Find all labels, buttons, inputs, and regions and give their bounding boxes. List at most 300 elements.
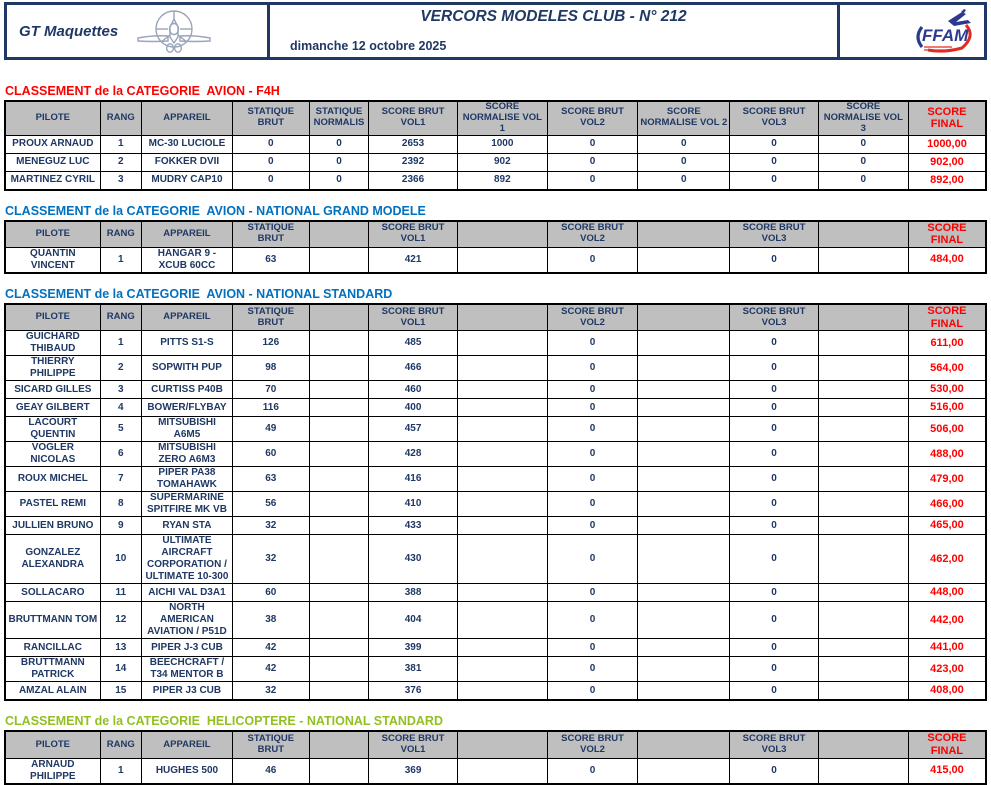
page-title: VERCORS MODELES CLUB - N° 212: [420, 8, 687, 25]
table-cell: [309, 381, 369, 399]
score-final-cell: 466,00: [908, 492, 986, 517]
table-cell: 9: [100, 517, 141, 535]
table-cell: [457, 657, 547, 682]
table-cell: [457, 535, 547, 584]
table-cell: 892: [457, 171, 547, 190]
table-cell: 2366: [369, 171, 457, 190]
column-header: [457, 731, 547, 758]
table-cell: 0: [547, 758, 637, 784]
table-row: [5, 417, 986, 442]
column-header: SCORE FINAL: [908, 101, 986, 135]
table-cell: [309, 657, 369, 682]
club-logo-text: GT Maquettes: [19, 22, 119, 40]
column-header: SCORE BRUT VOL1: [369, 221, 457, 248]
table-cell: VOGLER NICOLAS: [5, 442, 100, 467]
table-cell: 466: [369, 356, 457, 381]
score-final-cell: 479,00: [908, 467, 986, 492]
table-cell: 0: [547, 171, 637, 190]
results-table: [4, 100, 987, 191]
table-cell: 1: [100, 248, 141, 274]
column-header: APPAREIL: [141, 221, 232, 248]
table-cell: [818, 657, 908, 682]
table-row: [5, 492, 986, 517]
table-cell: [457, 417, 547, 442]
table-cell: 0: [233, 153, 310, 171]
table-cell: 410: [369, 492, 457, 517]
table-cell: [818, 381, 908, 399]
column-header: [457, 304, 547, 331]
table-header-row: [5, 221, 986, 248]
table-cell: 0: [309, 171, 369, 190]
table-cell: [309, 248, 369, 274]
event-date: dimanche 12 octobre 2025: [290, 39, 447, 53]
score-final-cell: 462,00: [908, 535, 986, 584]
classement-section: [4, 287, 987, 701]
table-cell: [457, 331, 547, 356]
table-cell: PITTS S1-S: [141, 331, 232, 356]
table-cell: [818, 467, 908, 492]
table-cell: [638, 758, 730, 784]
score-final-cell: 516,00: [908, 399, 986, 417]
score-final-cell: 441,00: [908, 639, 986, 657]
column-header: [638, 304, 730, 331]
table-cell: 0: [730, 492, 818, 517]
table-cell: [309, 758, 369, 784]
table-cell: 1: [100, 331, 141, 356]
table-cell: LACOURT QUENTIN: [5, 417, 100, 442]
title-cell: [267, 5, 840, 57]
table-cell: 2: [100, 153, 141, 171]
table-cell: 0: [309, 153, 369, 171]
column-header: SCORE BRUT VOL3: [730, 304, 818, 331]
table-cell: MARTINEZ CYRIL: [5, 171, 100, 190]
table-cell: [638, 442, 730, 467]
column-header: [818, 221, 908, 248]
table-cell: 0: [547, 381, 637, 399]
table-cell: PIPER J-3 CUB: [141, 639, 232, 657]
table-cell: 0: [638, 153, 730, 171]
table-cell: MITSUBISHI ZERO A6M3: [141, 442, 232, 467]
table-cell: 42: [233, 639, 310, 657]
column-header: STATIQUE BRUT: [233, 731, 310, 758]
results-table: [4, 303, 987, 701]
table-cell: BOWER/FLYBAY: [141, 399, 232, 417]
column-header: STATIQUE NORMALIS: [309, 101, 369, 135]
column-header: [818, 304, 908, 331]
table-row: [5, 602, 986, 639]
table-cell: [818, 492, 908, 517]
table-cell: [818, 682, 908, 701]
section-title: CLASSEMENT de la CATEGORIE AVION - NATIONAL STANDARD: [5, 287, 393, 302]
table-cell: 0: [730, 442, 818, 467]
table-row: [5, 657, 986, 682]
column-header: [309, 221, 369, 248]
table-cell: [638, 584, 730, 602]
table-cell: 0: [730, 584, 818, 602]
table-cell: [638, 399, 730, 417]
table-header-row: [5, 304, 986, 331]
table-cell: 60: [233, 442, 310, 467]
table-cell: [457, 381, 547, 399]
table-cell: RANCILLAC: [5, 639, 100, 657]
table-cell: [818, 639, 908, 657]
table-cell: 381: [369, 657, 457, 682]
table-cell: 433: [369, 517, 457, 535]
table-cell: SOPWITH PUP: [141, 356, 232, 381]
table-cell: 2: [100, 356, 141, 381]
table-cell: 0: [730, 639, 818, 657]
table-cell: 399: [369, 639, 457, 657]
score-final-cell: 530,00: [908, 381, 986, 399]
table-cell: 0: [730, 381, 818, 399]
table-cell: [818, 248, 908, 274]
table-cell: [638, 356, 730, 381]
column-header: SCORE NORMALISE VOL 1: [457, 101, 547, 135]
column-header: RANG: [100, 101, 141, 135]
table-cell: [818, 535, 908, 584]
table-cell: [638, 602, 730, 639]
table-cell: 70: [233, 381, 310, 399]
table-cell: [818, 399, 908, 417]
table-cell: 0: [730, 248, 818, 274]
table-cell: [457, 639, 547, 657]
table-cell: MUDRY CAP10: [141, 171, 232, 190]
table-cell: 0: [547, 584, 637, 602]
table-cell: [457, 356, 547, 381]
column-header: RANG: [100, 731, 141, 758]
column-header: SCORE BRUT VOL1: [369, 731, 457, 758]
table-cell: 0: [730, 417, 818, 442]
column-header: [818, 731, 908, 758]
column-header: STATIQUE BRUT: [233, 101, 310, 135]
table-cell: 46: [233, 758, 310, 784]
table-cell: [309, 517, 369, 535]
table-cell: SOLLACARO: [5, 584, 100, 602]
column-header: SCORE BRUT VOL2: [547, 304, 637, 331]
table-row: [5, 535, 986, 584]
table-cell: JULLIEN BRUNO: [5, 517, 100, 535]
table-cell: [309, 331, 369, 356]
table-row: [5, 331, 986, 356]
table-cell: 126: [233, 331, 310, 356]
table-cell: [638, 467, 730, 492]
table-cell: 902: [457, 153, 547, 171]
table-cell: 1: [100, 135, 141, 153]
table-cell: [457, 248, 547, 274]
table-cell: 0: [818, 135, 908, 153]
column-header: [309, 731, 369, 758]
table-row: [5, 248, 986, 274]
table-cell: 460: [369, 381, 457, 399]
score-final-cell: 506,00: [908, 417, 986, 442]
table-row: [5, 399, 986, 417]
table-cell: 12: [100, 602, 141, 639]
classement-section: [4, 204, 987, 274]
section-title: CLASSEMENT de la CATEGORIE AVION - F4H: [5, 84, 280, 98]
table-cell: 1: [100, 758, 141, 784]
table-cell: 15: [100, 682, 141, 701]
column-header: RANG: [100, 304, 141, 331]
table-cell: 32: [233, 517, 310, 535]
score-final-cell: 1000,00: [908, 135, 986, 153]
table-cell: 5: [100, 417, 141, 442]
table-cell: 10: [100, 535, 141, 584]
table-cell: [457, 602, 547, 639]
table-cell: [638, 417, 730, 442]
table-cell: 0: [638, 135, 730, 153]
table-cell: 1000: [457, 135, 547, 153]
table-cell: MC-30 LUCIOLE: [141, 135, 232, 153]
table-cell: 400: [369, 399, 457, 417]
table-cell: 0: [730, 758, 818, 784]
table-cell: 63: [233, 248, 310, 274]
table-cell: MITSUBISHI A6M5: [141, 417, 232, 442]
table-row: [5, 171, 986, 190]
column-header: [638, 221, 730, 248]
table-cell: 0: [730, 657, 818, 682]
score-final-cell: 415,00: [908, 758, 986, 784]
column-header: STATIQUE BRUT: [233, 221, 310, 248]
table-cell: [309, 584, 369, 602]
table-cell: GUICHARD THIBAUD: [5, 331, 100, 356]
table-cell: [457, 467, 547, 492]
table-cell: [638, 248, 730, 274]
table-cell: [309, 399, 369, 417]
table-cell: 63: [233, 467, 310, 492]
table-cell: [818, 331, 908, 356]
score-final-cell: 488,00: [908, 442, 986, 467]
table-cell: [638, 535, 730, 584]
table-cell: 0: [730, 171, 818, 190]
table-cell: BRUTTMANN PATRICK: [5, 657, 100, 682]
classement-sections: [4, 84, 987, 785]
column-header: [638, 731, 730, 758]
table-cell: 0: [547, 399, 637, 417]
column-header: PILOTE: [5, 101, 100, 135]
table-cell: PIPER PA38 TOMAHAWK: [141, 467, 232, 492]
column-header: SCORE BRUT VOL1: [369, 101, 457, 135]
table-cell: [457, 758, 547, 784]
table-cell: 0: [547, 153, 637, 171]
score-final-cell: 902,00: [908, 153, 986, 171]
table-cell: [457, 682, 547, 701]
results-table: [4, 730, 987, 784]
table-cell: 0: [730, 682, 818, 701]
table-cell: 0: [638, 171, 730, 190]
column-header: APPAREIL: [141, 731, 232, 758]
score-final-cell: 564,00: [908, 356, 986, 381]
table-cell: 32: [233, 682, 310, 701]
table-cell: 0: [309, 135, 369, 153]
table-cell: 0: [730, 331, 818, 356]
table-cell: QUANTIN VINCENT: [5, 248, 100, 274]
table-cell: [818, 356, 908, 381]
column-header: SCORE BRUT VOL3: [730, 101, 818, 135]
table-cell: 0: [547, 602, 637, 639]
table-cell: [638, 331, 730, 356]
table-cell: 32: [233, 535, 310, 584]
table-cell: [457, 399, 547, 417]
table-cell: [309, 639, 369, 657]
section-title: CLASSEMENT de la CATEGORIE HELICOPTERE - NATIONAL STANDARD: [5, 714, 443, 729]
table-row: [5, 153, 986, 171]
table-cell: [309, 492, 369, 517]
table-cell: THIERRY PHILIPPE: [5, 356, 100, 381]
table-cell: 388: [369, 584, 457, 602]
page-header: [4, 2, 987, 60]
table-cell: MENEGUZ LUC: [5, 153, 100, 171]
column-header: STATIQUE BRUT: [233, 304, 310, 331]
table-cell: 0: [730, 535, 818, 584]
table-cell: 0: [730, 517, 818, 535]
table-cell: [309, 467, 369, 492]
score-final-cell: 465,00: [908, 517, 986, 535]
table-cell: 0: [547, 517, 637, 535]
ffam-logo-cell: [840, 5, 984, 57]
table-cell: 0: [730, 356, 818, 381]
table-cell: 421: [369, 248, 457, 274]
table-cell: [818, 758, 908, 784]
table-cell: [638, 381, 730, 399]
column-header: SCORE NORMALISE VOL 3: [818, 101, 908, 135]
table-cell: 0: [547, 682, 637, 701]
table-cell: 14: [100, 657, 141, 682]
table-cell: 0: [818, 153, 908, 171]
table-cell: 428: [369, 442, 457, 467]
column-header: RANG: [100, 221, 141, 248]
table-cell: 13: [100, 639, 141, 657]
table-cell: 0: [547, 467, 637, 492]
table-cell: [638, 517, 730, 535]
table-cell: [309, 356, 369, 381]
score-final-cell: 484,00: [908, 248, 986, 274]
table-row: [5, 584, 986, 602]
score-final-cell: 448,00: [908, 584, 986, 602]
table-cell: CURTISS P40B: [141, 381, 232, 399]
score-final-cell: 408,00: [908, 682, 986, 701]
table-cell: 3: [100, 171, 141, 190]
table-cell: 416: [369, 467, 457, 492]
score-final-cell: 611,00: [908, 331, 986, 356]
table-cell: [309, 417, 369, 442]
table-cell: 0: [547, 417, 637, 442]
table-cell: 7: [100, 467, 141, 492]
column-header: SCORE FINAL: [908, 221, 986, 248]
table-header-row: [5, 731, 986, 758]
table-cell: FOKKER DVII: [141, 153, 232, 171]
table-cell: [457, 442, 547, 467]
table-cell: 42: [233, 657, 310, 682]
table-cell: 0: [233, 135, 310, 153]
table-cell: 0: [818, 171, 908, 190]
column-header: SCORE FINAL: [908, 304, 986, 331]
table-cell: 116: [233, 399, 310, 417]
table-cell: 0: [730, 602, 818, 639]
table-cell: AICHI VAL D3A1: [141, 584, 232, 602]
table-cell: 0: [730, 153, 818, 171]
column-header: SCORE BRUT VOL3: [730, 221, 818, 248]
column-header: SCORE NORMALISE VOL 2: [638, 101, 730, 135]
table-cell: 485: [369, 331, 457, 356]
table-cell: 0: [547, 442, 637, 467]
table-cell: 3: [100, 381, 141, 399]
table-row: [5, 135, 986, 153]
table-cell: 430: [369, 535, 457, 584]
table-cell: 8: [100, 492, 141, 517]
column-header: [309, 304, 369, 331]
table-cell: 0: [730, 399, 818, 417]
table-cell: 369: [369, 758, 457, 784]
table-cell: 0: [547, 535, 637, 584]
table-cell: 0: [547, 657, 637, 682]
table-cell: 0: [547, 248, 637, 274]
table-cell: SICARD GILLES: [5, 381, 100, 399]
table-cell: 0: [730, 467, 818, 492]
table-cell: [309, 442, 369, 467]
table-cell: [818, 442, 908, 467]
column-header: PILOTE: [5, 221, 100, 248]
table-cell: 0: [547, 492, 637, 517]
table-row: [5, 381, 986, 399]
table-row: [5, 467, 986, 492]
table-cell: [309, 535, 369, 584]
ffam-logo-icon: [904, 7, 978, 55]
table-cell: GEAY GILBERT: [5, 399, 100, 417]
table-cell: [457, 492, 547, 517]
table-cell: 457: [369, 417, 457, 442]
table-cell: [309, 682, 369, 701]
table-cell: 4: [100, 399, 141, 417]
score-final-cell: 892,00: [908, 171, 986, 190]
table-cell: [638, 639, 730, 657]
table-cell: GONZALEZ ALEXANDRA: [5, 535, 100, 584]
table-row: [5, 758, 986, 784]
club-logo-cell: [7, 5, 267, 57]
table-cell: 11: [100, 584, 141, 602]
table-cell: [309, 602, 369, 639]
table-cell: PASTEL REMI: [5, 492, 100, 517]
table-header-row: [5, 101, 986, 135]
table-cell: 2653: [369, 135, 457, 153]
table-cell: ARNAUD PHILIPPE: [5, 758, 100, 784]
table-cell: [818, 517, 908, 535]
column-header: APPAREIL: [141, 304, 232, 331]
table-row: [5, 356, 986, 381]
table-cell: 49: [233, 417, 310, 442]
table-cell: [457, 517, 547, 535]
column-header: SCORE BRUT VOL1: [369, 304, 457, 331]
table-cell: RYAN STA: [141, 517, 232, 535]
column-header: PILOTE: [5, 304, 100, 331]
results-table: [4, 220, 987, 274]
classement-section: [4, 84, 987, 191]
ffam-logo-text: FFAM: [922, 26, 969, 45]
section-title: CLASSEMENT de la CATEGORIE AVION - NATIONAL GRAND MODELE: [5, 203, 426, 218]
column-header: SCORE FINAL: [908, 731, 986, 758]
score-final-cell: 423,00: [908, 657, 986, 682]
table-cell: [818, 417, 908, 442]
table-row: [5, 682, 986, 701]
table-row: [5, 639, 986, 657]
table-cell: 38: [233, 602, 310, 639]
table-cell: HANGAR 9 - XCUB 60CC: [141, 248, 232, 274]
column-header: SCORE BRUT VOL2: [547, 101, 637, 135]
table-cell: ROUX MICHEL: [5, 467, 100, 492]
table-cell: [818, 584, 908, 602]
table-cell: [457, 584, 547, 602]
table-cell: SUPERMARINE SPITFIRE MK VB: [141, 492, 232, 517]
table-cell: 6: [100, 442, 141, 467]
